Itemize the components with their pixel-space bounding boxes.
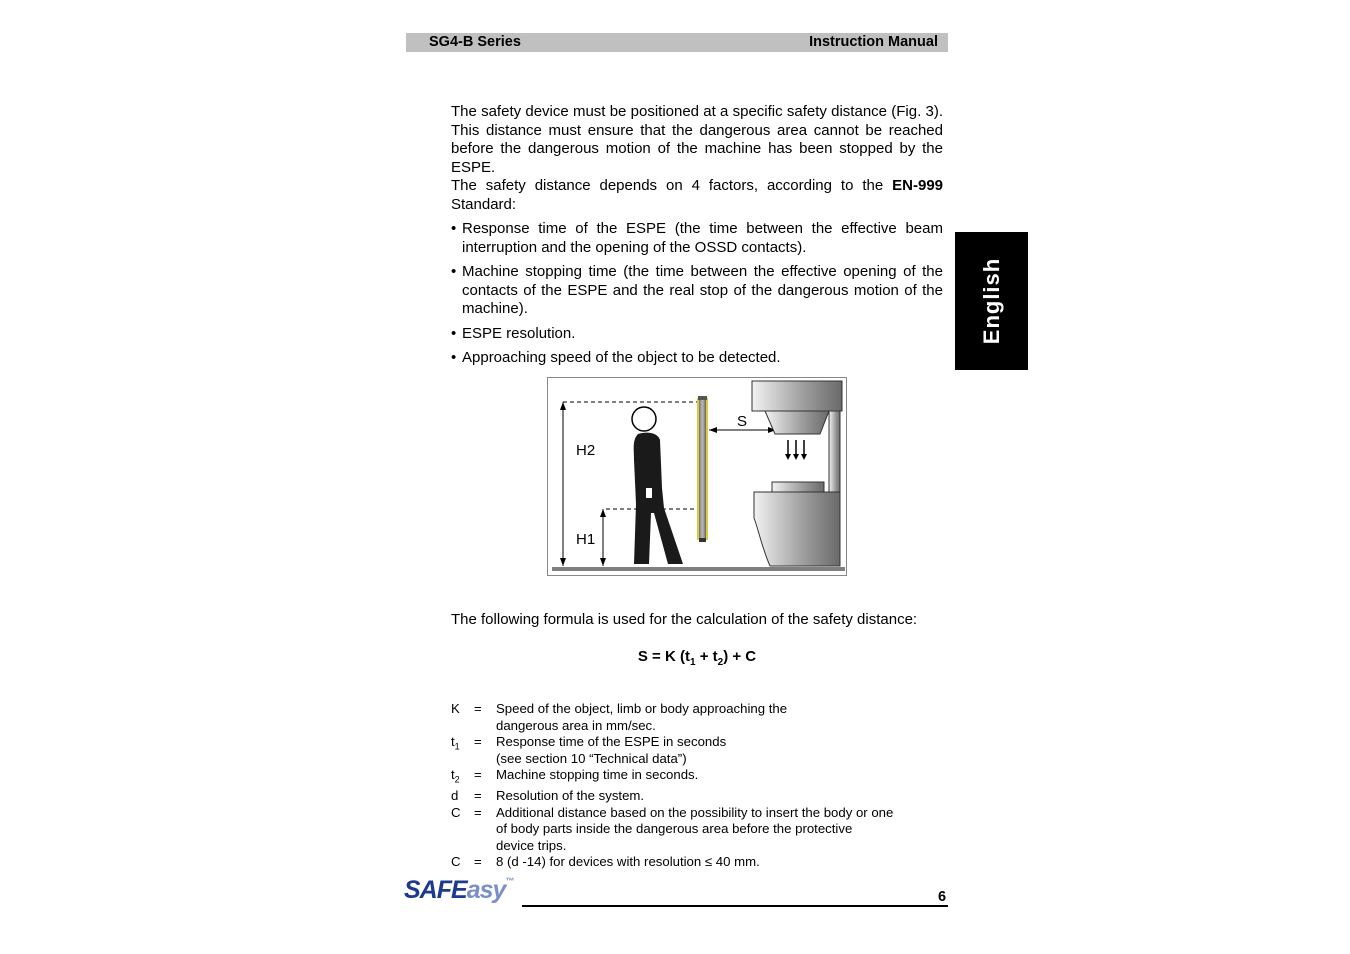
definition-row: C = Additional distance based on the possibility to insert the body or one of body parts inside the dangerous area before the protective device trips. [451,804,894,853]
definition-row: K = Speed of the object, limb or body approaching the dangerous area in mm/sec. [451,701,788,733]
page-header [406,33,948,52]
standard-name: EN-999 [892,177,943,194]
safety-distance-figure [547,377,847,576]
language-tab [955,232,1028,370]
s-label: S [737,413,748,430]
header-series: SG4-B Series [429,34,521,50]
intro-paragraph-2 [451,177,943,214]
formula-definitions [451,701,936,871]
safety-distance-formula: S = K $(t_1 + t_2) + C$ [637,648,757,668]
intro-paragraph-1: The safety device must be positioned at a specific safety distance (Fig. 3). This distance must ensure that the dangerous area cannot be reached before the dangerous motion of the machine has been stopped by the ESPE. [451,103,943,176]
safety-distance-illustration [548,378,846,575]
language-tab-label: English [978,257,1004,345]
footer-rule [522,905,948,907]
list-item: • Machine stopping time (the time between the effective opening of the contacts of the ESPE and the real stop of the dangerous motion of the machine). [451,263,943,317]
definition-row: d = Resolution of the system. [451,788,645,804]
h1-label: H1 [576,531,596,548]
page-number: 6 [938,889,947,905]
definition-row: $t_2$ = Machine stopping time in seconds. [451,767,699,785]
list-item: • Response time of the ESPE (the time between the effective beam interruption and the opening of the OSSD contacts). [451,220,943,256]
intro-p2-text: The safety distance depends on 4 factors, according to the [451,177,884,194]
intro-p2-end: Standard: [451,195,517,213]
formula-intro-text: The following formula is used for the calculation of the safety distance: [451,611,918,628]
intro-text [451,103,943,374]
list-item: • Approaching speed of the object to be detected. [451,349,781,366]
safeasy-logo: SAFEasy™ [404,876,514,904]
factor-list [451,220,943,368]
definition-row: $t_1$ = Response time of the ESPE in seconds (see section 10 “Technical data”) [451,734,727,766]
formula-intro [451,611,943,630]
header-manual-title: Instruction Manual [809,34,938,50]
h2-label: H2 [576,442,596,459]
definition-row: C = 8 (d -14) for devices with resolution ≤ 40 mm. [451,854,760,870]
list-item: • ESPE resolution. [451,324,576,342]
